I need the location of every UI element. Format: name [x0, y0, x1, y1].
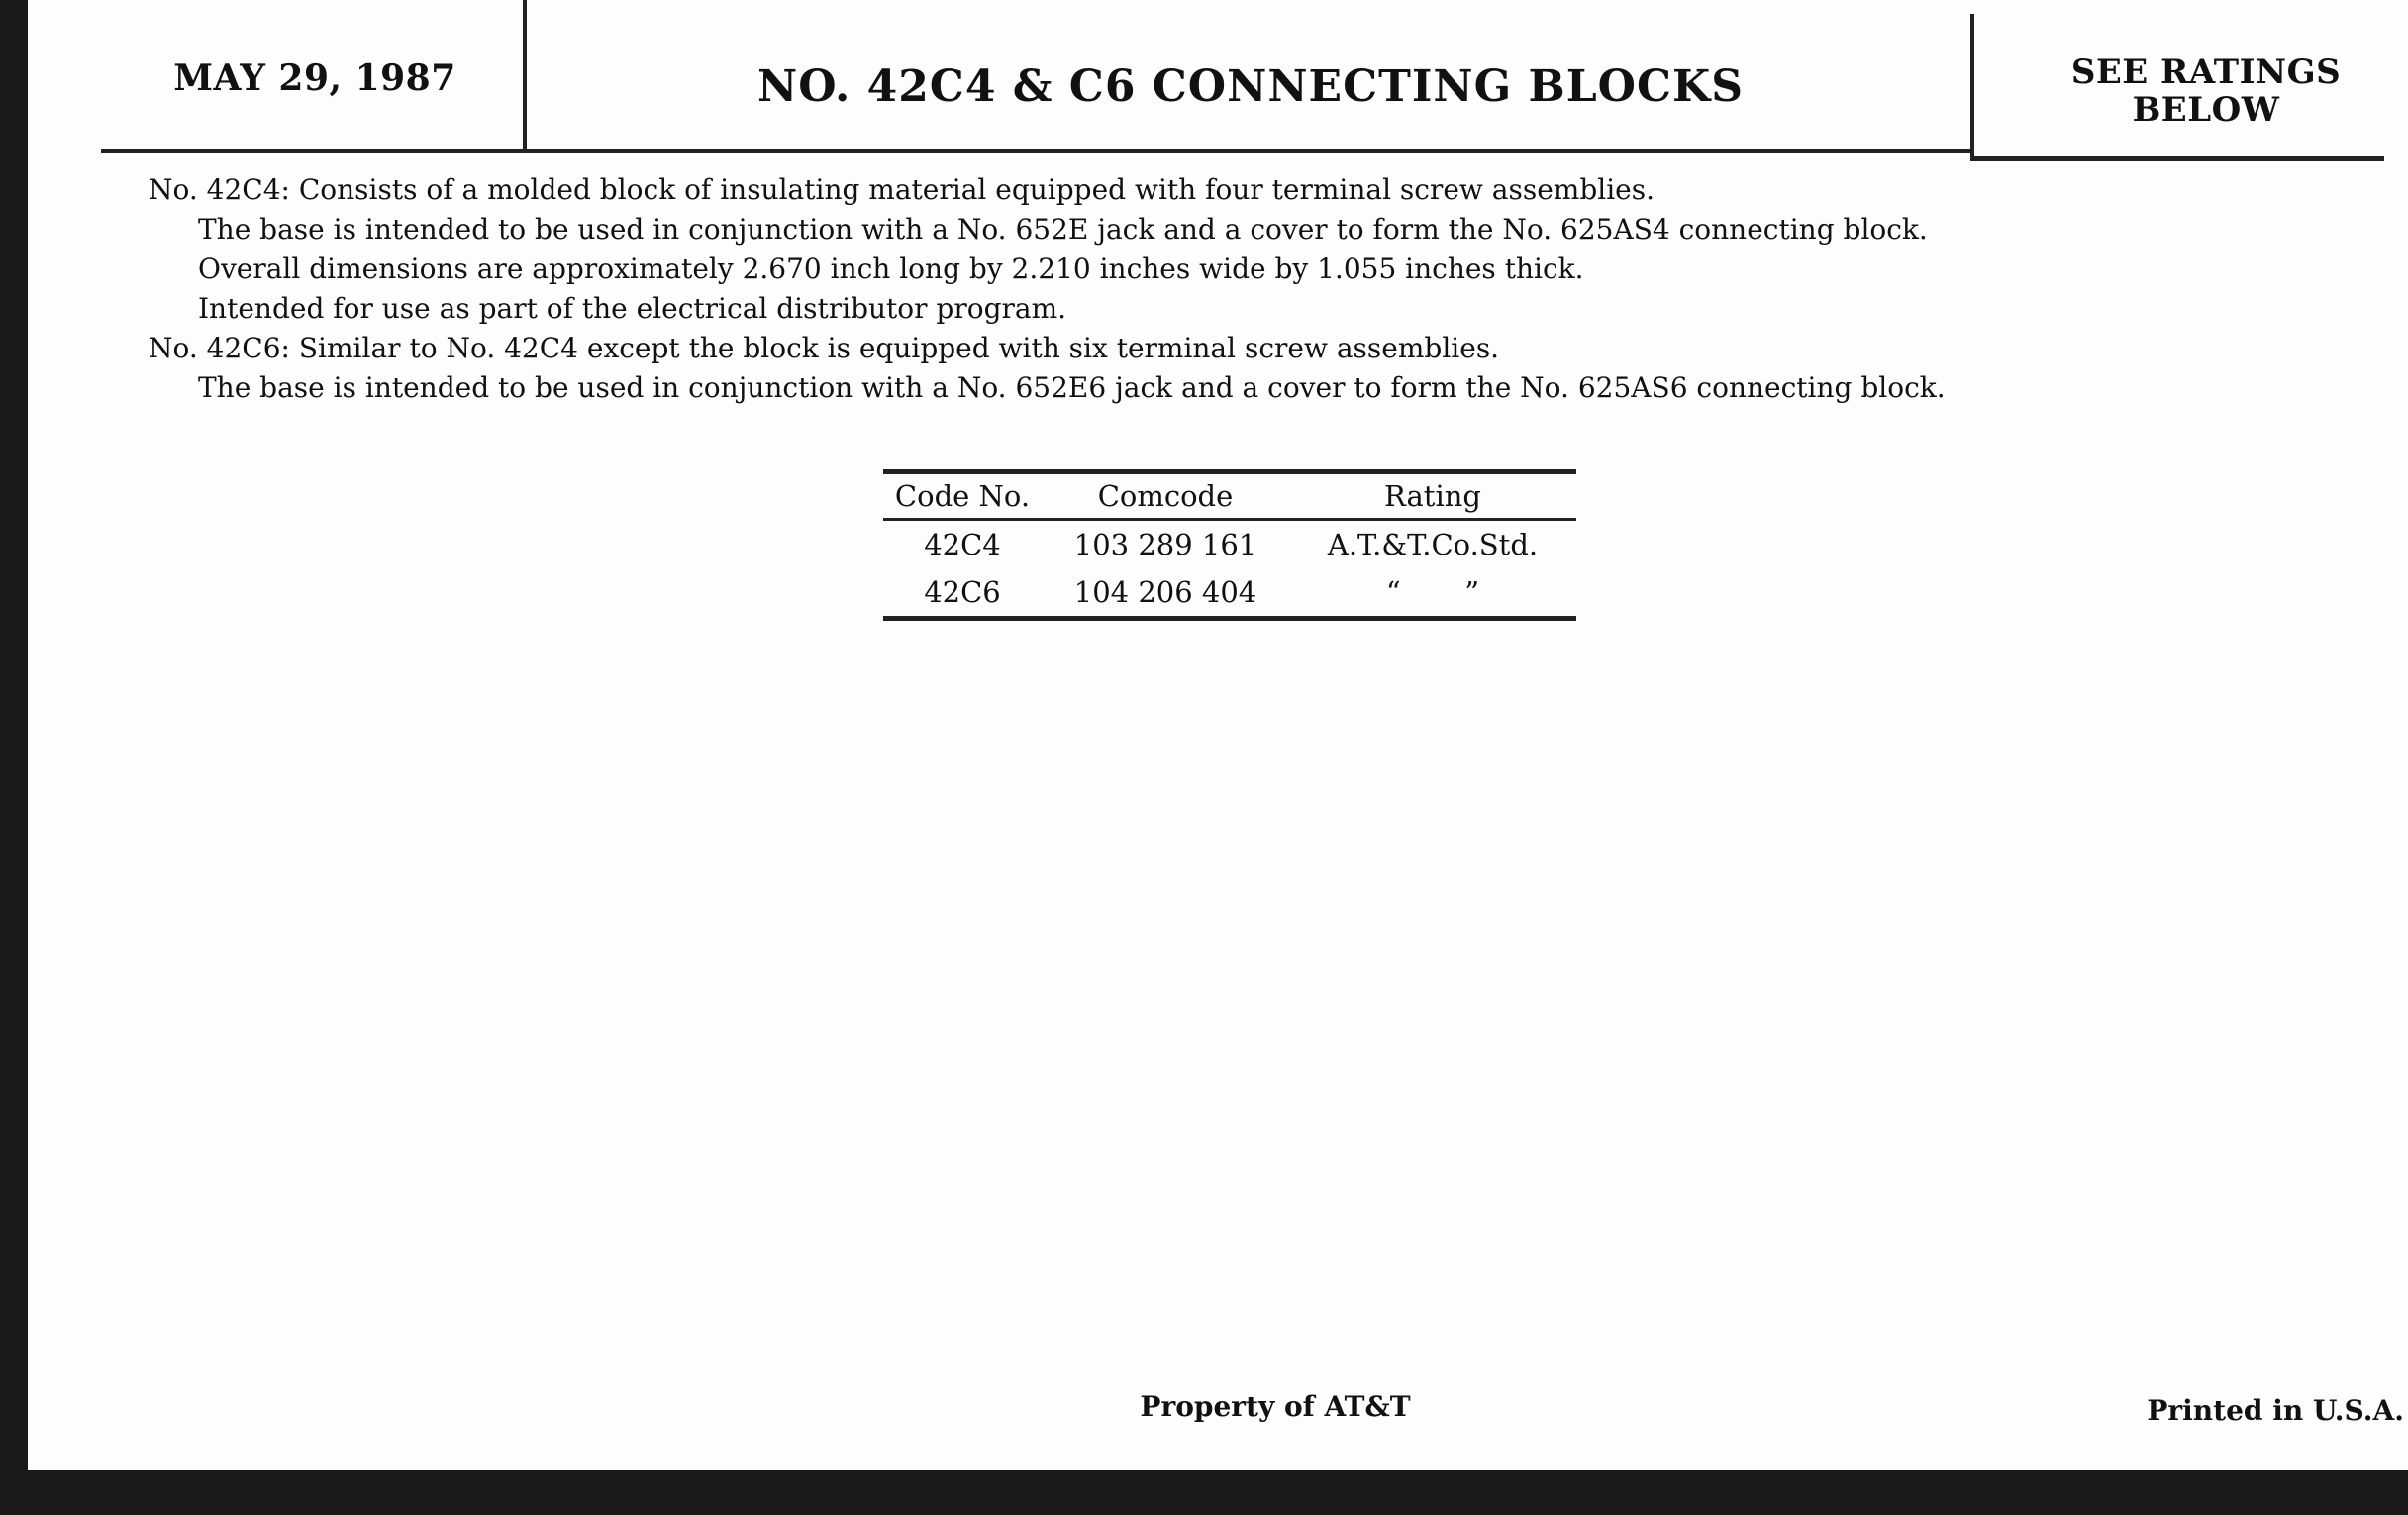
table-row: [883, 521, 1576, 568]
description-line: The base is intended to be used in conjunction with a No. 652E6 jack and a cover to form the No. 625AS6 connecting block.: [198, 371, 1946, 404]
cell-code: 42C6: [924, 575, 1001, 609]
ratings-note-line2: BELOW: [2132, 90, 2280, 130]
page-title: NO. 42C4 & C6 CONNECTING BLOCKS: [756, 61, 1745, 112]
header-divider-right: [1970, 14, 1974, 158]
column-header-comcode: Comcode: [1097, 479, 1234, 513]
table-bottom-rule: [883, 616, 1576, 621]
description-line: No. 42C6: Similar to No. 42C4 except the block is equipped with six terminal screw assemblies.: [149, 332, 1500, 364]
cell-comcode: 104 206 404: [1073, 575, 1257, 609]
column-header-rating: Rating: [1384, 479, 1481, 513]
ratings-grid: [883, 474, 1576, 616]
header-ratings-note: [2023, 53, 2389, 129]
footer-printed: Printed in U.S.A.: [2147, 1394, 2404, 1427]
header-date: MAY 29, 1987: [173, 57, 456, 99]
header-rule-right: [1970, 156, 2384, 161]
description-line: The base is intended to be used in conjunction with a No. 652E jack and a cover to form the No. 625AS4 connecting block.: [198, 213, 1928, 246]
cell-comcode: 103 289 161: [1073, 528, 1257, 561]
header-rule: [101, 149, 1972, 153]
description-block: [149, 170, 2030, 408]
description-line: Overall dimensions are approximately 2.670 inch long by 2.210 inches wide by 1.055 inches thick.: [198, 252, 1584, 285]
catalog-sheet: [28, 0, 2408, 1470]
table-row: [883, 568, 1576, 616]
footer-property: Property of AT&T: [1140, 1390, 1411, 1423]
column-header-code: Code No.: [894, 479, 1031, 513]
table-header-row: [883, 474, 1576, 518]
cell-code: 42C4: [924, 528, 1001, 561]
description-line: No. 42C4: Consists of a molded block of insulating material equipped with four terminal screw assemblies.: [149, 173, 1656, 206]
cell-rating: “ ”: [1385, 575, 1480, 609]
header-divider-left: [523, 0, 527, 149]
ratings-table: [883, 469, 1576, 621]
cell-rating: A.T.&T.Co.Std.: [1327, 528, 1539, 561]
ratings-note-line1: SEE RATINGS: [2070, 52, 2342, 92]
description-line: Intended for use as part of the electrical distributor program.: [198, 292, 1067, 325]
